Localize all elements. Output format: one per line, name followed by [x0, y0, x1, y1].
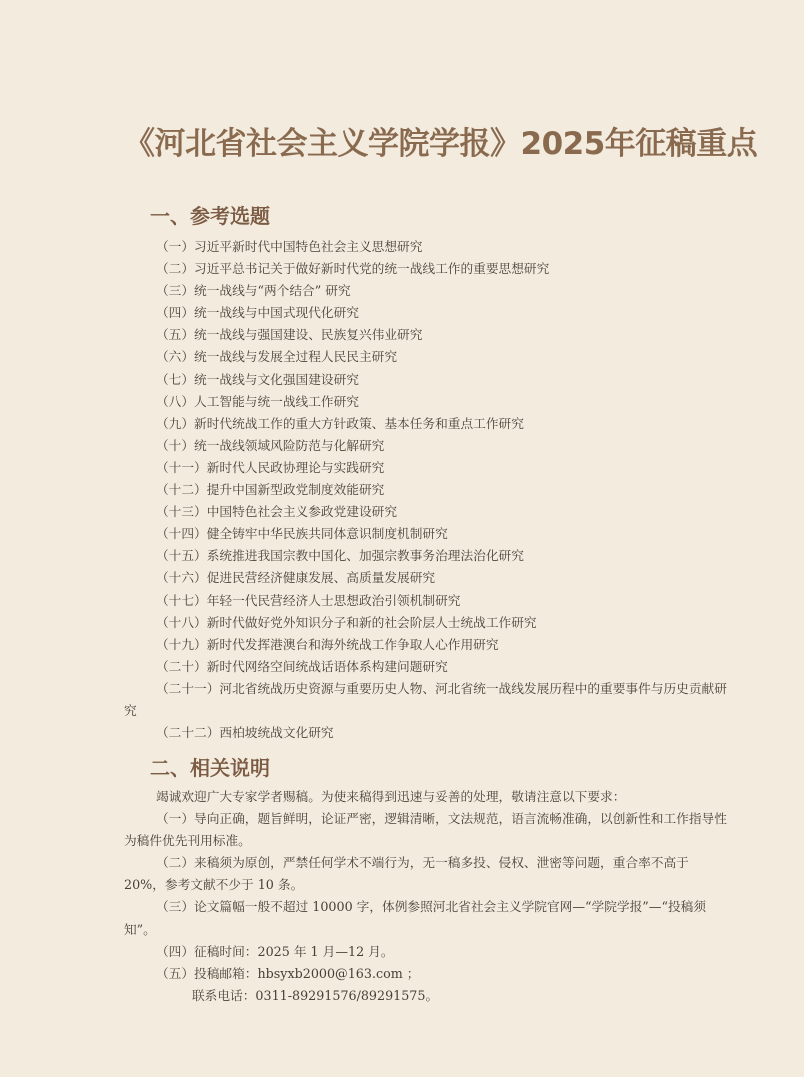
topic-item: （二十）新时代网络空间统战话语体系构建问题研究 [156, 658, 448, 674]
notes-item: （一）导向正确，题旨鲜明，论证严密，逻辑清晰，文法规范，语言流畅准确，以创新性和工作指导性为稿件优先刊用标准。 [124, 811, 727, 849]
topic-list [124, 236, 728, 744]
topic-item: （十一）新时代人民政协理论与实践研究 [156, 459, 385, 475]
topic-item: （六）统一战线与发展全过程人民民主研究 [156, 349, 398, 365]
topic-item: （十）统一战线领域风险防范与化解研究 [156, 437, 385, 453]
topic-item: （十三）中国特色社会主义参政党建设研究 [156, 504, 398, 520]
topic-item: （七）统一战线与文化强国建设研究 [156, 371, 359, 387]
topic-item: （十七）年轻一代民营经济人士思想政治引领机制研究 [156, 592, 461, 608]
topic-item: （十二）提升中国新型政党制度效能研究 [156, 482, 385, 498]
notes-item: （二）来稿须为原创，严禁任何学术不端行为，无一稿多投、侵权、泄密等问题，重合率不高于 20%，参考文献不少于 10 条。 [124, 855, 689, 893]
topic-item: （九）新时代统战工作的重大方针政策、基本任务和重点工作研究 [156, 415, 524, 431]
topic-item: （十九）新时代发挥港澳台和海外统战工作争取人心作用研究 [156, 636, 499, 652]
topic-item: （八）人工智能与统一战线工作研究 [156, 393, 359, 409]
topic-item: （十五）系统推进我国宗教中国化、加强宗教事务治理法治化研究 [156, 548, 524, 564]
topic-item: （二十二）西柏坡统战文化研究 [156, 725, 334, 741]
topic-item: （四）统一战线与中国式现代化研究 [156, 305, 359, 321]
topic-item: （三）统一战线与“两个结合” 研究 [156, 283, 351, 299]
contact-phone: 联系电话：0311-89291576/89291575。 [192, 987, 439, 1003]
page-title: 《河北省社会主义学院学报》2025年征稿重点 [124, 126, 758, 162]
notes-intro: 竭诚欢迎广大专家学者赐稿。为使来稿得到迅速与妥善的处理，敬请注意以下要求： [156, 789, 626, 804]
topic-item: （二）习近平总书记关于做好新时代党的统一战线工作的重要思想研究 [156, 261, 550, 277]
section-heading-notes: 二、相关说明 [150, 756, 270, 780]
topic-item: （五）统一战线与强国建设、民族复兴伟业研究 [156, 327, 423, 343]
topic-item: （十四）健全铸牢中华民族共同体意识制度机制研究 [156, 526, 448, 542]
topic-item: （一）习近平新时代中国特色社会主义思想研究 [156, 239, 423, 254]
notes-item: （三）论文篇幅一般不超过 10000 字，体例参照河北省社会主义学院官网—“学院学报”—“投稿须知”。 [124, 899, 707, 937]
section-heading-topics: 一、参考选题 [150, 204, 270, 228]
submission-notes [124, 786, 728, 1007]
topic-item: （二十一）河北省统战历史资源与重要历史人物、河北省统一战线发展历程中的重要事件与历史贡献研究 [124, 680, 727, 718]
notes-item-email: （五）投稿邮箱：hbsyxb2000@163.com ； [156, 965, 420, 981]
topic-item: （十六）促进民营经济健康发展、高质量发展研究 [156, 570, 436, 586]
notes-item: （四）征稿时间：2025 年 1 月—12 月。 [156, 943, 394, 959]
topic-item: （十八）新时代做好党外知识分子和新的社会阶层人士统战工作研究 [156, 614, 537, 630]
